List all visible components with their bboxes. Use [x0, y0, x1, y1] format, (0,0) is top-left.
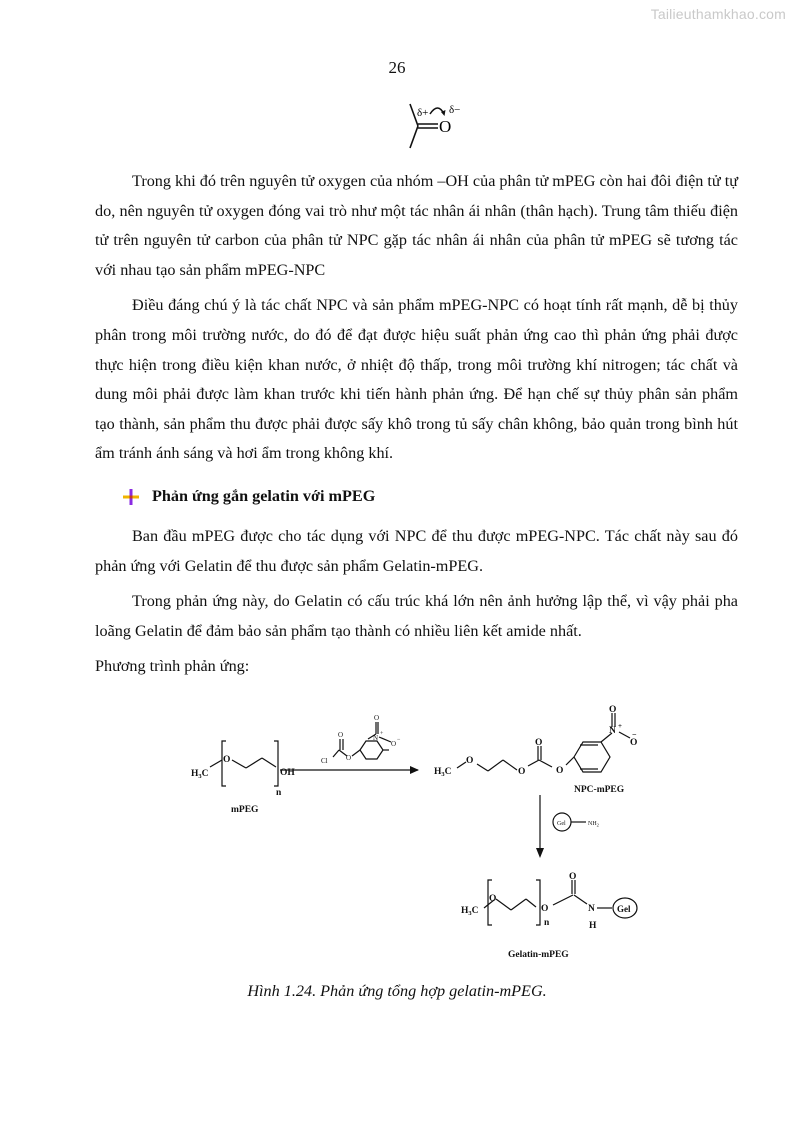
npc-mpeg-o2: O: [518, 767, 526, 777]
electron-shift-arrow: [430, 108, 444, 114]
delta-plus-label: δ+: [417, 107, 429, 119]
gelatin-mpeg-n-sub: n: [544, 918, 550, 928]
gelatin-mpeg-carbonyl-o: O: [569, 872, 577, 882]
gelatin-mpeg-o1: O: [489, 894, 497, 904]
gelatin-mpeg-h3c: $H_3C$: [461, 906, 479, 917]
npc-nitro-n: N: [373, 734, 379, 742]
npc-mpeg-nitro-o-top: O: [609, 705, 617, 715]
npc-nitro-plus: +: [380, 731, 384, 737]
npc-nitro-minus: −: [397, 737, 401, 743]
gelatin-mpeg-gel: Gel: [617, 904, 631, 914]
mpeg-label: mPEG: [231, 805, 259, 815]
mpeg-oxygen: O: [223, 755, 231, 765]
npc-mpeg-nitro-n: N: [609, 726, 616, 736]
mpeg-n: n: [276, 788, 282, 798]
npc-mpeg-nitro-plus: +: [618, 722, 622, 730]
paragraph-reactivity: Điều đáng chú ý là tác chất NPC và sản phẩm mPEG-NPC có hoạt tính rất mạnh, dễ bị thủy phân trong môi trường nước, do đó để đạt được hiệu suất phản ứng cao thì phản ứng phải được thực hiện trong điều kiện khan nước, ở nhiệt độ thấp, trong môi trường khí nitrogen; tác chất và dung môi phải được làm khan trước khi tiến hành phản ứng. Để hạn chế sự thủy phân sản phẩm tạo thành, sản phẩm thu được phải được sấy khô trong tủ sấy chân không, bảo quản trong bình hút ẩm tránh ánh sáng và hơi ẩm trong không khí.: [95, 296, 738, 463]
npc-nitro-o-side: O: [391, 740, 397, 748]
bullet-icon: [122, 488, 140, 506]
delta-minus-label: δ−: [449, 104, 461, 116]
oxygen-atom: O: [439, 117, 452, 136]
gelatin-mpeg-o2: O: [541, 904, 549, 914]
npc-mpeg-nitro-minus: −: [632, 730, 637, 739]
gelatin-mpeg-label: Gelatin-mPEG: [508, 950, 569, 960]
section-heading: [122, 487, 375, 506]
gel-reagent-label: Gel: [557, 821, 566, 827]
npc-mpeg-h3c: $H_3C$: [434, 767, 452, 778]
npc-mpeg-label: NPC-mPEG: [574, 785, 625, 795]
mpeg-h3c: $H_3C$: [191, 769, 209, 780]
npc-chlorine: Cl: [321, 757, 328, 765]
paragraph-nucleophile: Trong khi đó trên nguyên tử oxygen của nhóm –OH của phân tử mPEG còn hai đôi điện tử tự do, nên nguyên tử oxygen đóng vai trò như một tác nhân ái nhân (thân hạch). Trung tâm thiếu điện tử trên nguyên tử carbon của phân tử NPC gặp tác nhân ái nhân của phân tử mPEG sẽ tương tác với nhau tạo sản phẩm mPEG-NPC: [95, 172, 738, 279]
carbonyl-polarization-figure: [400, 98, 480, 152]
watermark: Tailieuthamkhao.com: [650, 6, 786, 22]
figure-caption: Hình 1.24. Phản ứng tổng hợp gelatin-mPEG.: [247, 982, 547, 1000]
npc-mpeg-o3: O: [556, 766, 564, 776]
equation-label: Phương trình phản ứng:: [95, 657, 250, 676]
npc-carbonyl-o: O: [338, 731, 344, 739]
reaction-scheme: [0, 690, 794, 970]
body-text-1: [95, 167, 738, 469]
gelatin-mpeg-h: H: [589, 921, 597, 931]
npc-mpeg-o1: O: [466, 756, 474, 766]
npc-nitro-o-top: O: [374, 714, 380, 722]
section-heading-text: Phản ứng gắn gelatin với mPEG: [152, 487, 376, 505]
npc-mpeg-nitro-o-side: O: [630, 738, 638, 748]
gelatin-mpeg-n: N: [588, 904, 595, 914]
npc-ester-o: O: [346, 754, 352, 762]
paragraph-dilution: Trong phản ứng này, do Gelatin có cấu trúc khá lớn nên ảnh hưởng lập thể, vì vậy phải pha loãng Gelatin để đảm bảo sản phẩm tạo thành có nhiều liên kết amide nhất.: [95, 592, 738, 640]
page-number: 26: [388, 58, 406, 77]
body-text-2: [95, 522, 738, 682]
mpeg-oh: OH: [280, 768, 295, 778]
nh2-label: $NH_2$: [588, 821, 599, 828]
paragraph-procedure: Ban đầu mPEG được cho tác dụng với NPC để thu được mPEG-NPC. Tác chất này sau đó phản ứng với Gelatin để thu được sản phẩm Gelatin-mPEG.: [95, 527, 738, 575]
npc-mpeg-carbonyl-o: O: [535, 738, 543, 748]
